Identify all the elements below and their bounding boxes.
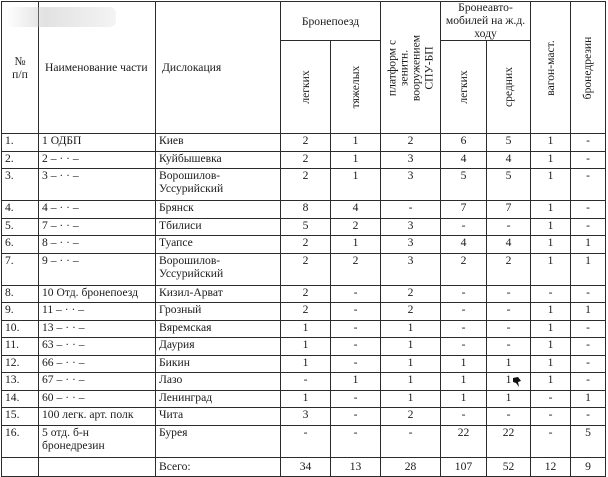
row-trolley: - — [571, 373, 606, 391]
row-heavy: 4 — [331, 201, 381, 219]
row-heavy: - — [331, 303, 381, 321]
row-light: 2 — [281, 169, 331, 201]
row-cars-light: - — [441, 338, 487, 356]
table-row — [2, 303, 606, 321]
row-light: 3 — [281, 408, 331, 426]
row-platforms: 1 — [381, 390, 441, 408]
row-light: 2 — [281, 134, 331, 152]
row-num: 13. — [2, 373, 39, 391]
row-num: 9. — [2, 303, 39, 321]
row-num: 12. — [2, 355, 39, 373]
row-heavy: - — [331, 425, 381, 457]
row-trolley: - — [571, 201, 606, 219]
total-empty — [2, 457, 39, 476]
row-num: 7. — [2, 253, 39, 285]
row-platforms: 3 — [381, 253, 441, 285]
row-light: 2 — [281, 236, 331, 254]
row-light: 1 — [281, 320, 331, 338]
row-trolley: - — [571, 320, 606, 338]
row-name: 8 – · · – — [39, 236, 156, 254]
header-name: Наименование части — [39, 2, 156, 134]
document-page — [1, 1, 607, 474]
row-location: Тбилиси — [156, 218, 281, 236]
row-heavy: - — [331, 285, 381, 303]
row-cars-medium: - — [487, 285, 531, 303]
total-platforms: 28 — [381, 457, 441, 476]
row-platforms: 2 — [381, 285, 441, 303]
row-cars-light: 1 — [441, 390, 487, 408]
row-cars-light: 22 — [441, 425, 487, 457]
row-location: Туапсе — [156, 236, 281, 254]
row-light: - — [281, 425, 331, 457]
header-armored-train: Бронепоезд — [281, 2, 381, 41]
row-trolley: 1 — [571, 390, 606, 408]
header-platforms: платформ с зенитн. вооружением СПУ-БП — [381, 2, 441, 134]
row-workshop: - — [531, 425, 571, 457]
row-cars-medium: 1 — [487, 355, 531, 373]
header-cars-light: легких — [441, 41, 487, 134]
header-trolley: бронедрезин — [571, 2, 606, 134]
row-location: Бикин — [156, 355, 281, 373]
row-cars-light: - — [441, 408, 487, 426]
row-cars-medium: 22 — [487, 425, 531, 457]
row-cars-medium: 1 — [487, 390, 531, 408]
row-workshop: - — [531, 390, 571, 408]
row-num: 8. — [2, 285, 39, 303]
row-location: Лазо — [156, 373, 281, 391]
table-row — [2, 253, 606, 285]
row-platforms: 1 — [381, 320, 441, 338]
row-cars-light: - — [441, 320, 487, 338]
row-cars-light: 1 — [441, 373, 487, 391]
row-platforms: - — [381, 201, 441, 219]
row-light: 2 — [281, 253, 331, 285]
row-heavy: 1 — [331, 134, 381, 152]
row-cars-medium: - — [487, 218, 531, 236]
row-cars-medium: 4 — [487, 236, 531, 254]
row-platforms: 3 — [381, 151, 441, 169]
row-trolley: - — [571, 218, 606, 236]
row-location: Брянск — [156, 201, 281, 219]
row-platforms: - — [381, 425, 441, 457]
row-name: 13 – · · – — [39, 320, 156, 338]
table-row — [2, 338, 606, 356]
row-trolley: - — [571, 134, 606, 152]
row-name: 10 Отд. бронепоезд — [39, 285, 156, 303]
row-heavy: 2 — [331, 218, 381, 236]
row-platforms: 3 — [381, 236, 441, 254]
row-cars-light: - — [441, 303, 487, 321]
table-row — [2, 390, 606, 408]
row-platforms: 2 — [381, 408, 441, 426]
row-heavy: 1 — [331, 151, 381, 169]
row-light: 8 — [281, 201, 331, 219]
total-row — [2, 457, 606, 476]
row-cars-light: - — [441, 285, 487, 303]
row-location: Ворошилов-Уссурийский — [156, 169, 281, 201]
row-trolley: - — [571, 151, 606, 169]
row-name: 7 – · · – — [39, 218, 156, 236]
row-workshop: 1 — [531, 218, 571, 236]
row-num: 1. — [2, 134, 39, 152]
row-workshop: 1 — [531, 373, 571, 391]
row-heavy: 1 — [331, 169, 381, 201]
table-row — [2, 425, 606, 457]
row-platforms: 3 — [381, 218, 441, 236]
row-light: 2 — [281, 303, 331, 321]
row-location: Куйбышевка — [156, 151, 281, 169]
ink-blot-mark — [512, 376, 522, 388]
row-light: 1 — [281, 390, 331, 408]
row-heavy: - — [331, 390, 381, 408]
row-platforms: 2 — [381, 303, 441, 321]
row-workshop: 1 — [531, 303, 571, 321]
armored-units-table — [1, 1, 606, 477]
row-cars-medium: - — [487, 303, 531, 321]
row-trolley: - — [571, 285, 606, 303]
row-workshop: 1 — [531, 338, 571, 356]
row-cars-medium: - — [487, 320, 531, 338]
row-cars-light: 2 — [441, 253, 487, 285]
row-cars-medium: 2 — [487, 253, 531, 285]
row-num: 11. — [2, 338, 39, 356]
header-num: № п/п — [2, 2, 39, 134]
row-workshop: 1 — [531, 236, 571, 254]
row-trolley: - — [571, 338, 606, 356]
row-heavy: - — [331, 338, 381, 356]
row-heavy: 1 — [331, 373, 381, 391]
row-location: Вяремская — [156, 320, 281, 338]
row-name: 2 – · · – — [39, 151, 156, 169]
header-rail-cars: Бронеавто-мобилей на ж.д. ходу — [441, 2, 531, 41]
row-trolley: 1 — [571, 236, 606, 254]
row-cars-light: 6 — [441, 134, 487, 152]
row-cars-medium: 5 — [487, 134, 531, 152]
header-heavy: тяжелых — [331, 41, 381, 134]
row-num: 5. — [2, 218, 39, 236]
total-cars-light: 107 — [441, 457, 487, 476]
table-row — [2, 236, 606, 254]
row-platforms: 1 — [381, 355, 441, 373]
row-num: 4. — [2, 201, 39, 219]
table-body — [2, 134, 606, 458]
row-location: Даурия — [156, 338, 281, 356]
row-trolley: - — [571, 169, 606, 201]
row-workshop: 1 — [531, 169, 571, 201]
row-light: 5 — [281, 218, 331, 236]
row-cars-medium: - — [487, 408, 531, 426]
header-location: Дислокация — [156, 2, 281, 134]
row-trolley: 1 — [571, 303, 606, 321]
row-name: 1 ОДБП — [39, 134, 156, 152]
row-name: 4 – · · – — [39, 201, 156, 219]
row-cars-light: 4 — [441, 236, 487, 254]
row-name: 63 – · · – — [39, 338, 156, 356]
row-cars-light: - — [441, 218, 487, 236]
row-location: Грозный — [156, 303, 281, 321]
header-light: легких — [281, 41, 331, 134]
row-name: 66 – · · – — [39, 355, 156, 373]
table-row — [2, 408, 606, 426]
row-name: 11 – · · – — [39, 303, 156, 321]
total-heavy: 13 — [331, 457, 381, 476]
table-row — [2, 134, 606, 152]
row-cars-medium: - — [487, 338, 531, 356]
row-workshop: 1 — [531, 355, 571, 373]
row-workshop: 1 — [531, 253, 571, 285]
row-platforms: 3 — [381, 169, 441, 201]
row-heavy: - — [331, 408, 381, 426]
row-cars-medium: 7 — [487, 201, 531, 219]
total-workshop: 12 — [531, 457, 571, 476]
total-trolley: 9 — [571, 457, 606, 476]
row-workshop: 1 — [531, 320, 571, 338]
row-cars-light: 1 — [441, 355, 487, 373]
row-light: 1 — [281, 338, 331, 356]
row-workshop: 1 — [531, 134, 571, 152]
row-cars-medium: 5 — [487, 169, 531, 201]
header-cars-medium: средних — [487, 41, 531, 134]
row-cars-light: 7 — [441, 201, 487, 219]
row-platforms: 2 — [381, 134, 441, 152]
row-heavy: 2 — [331, 253, 381, 285]
row-heavy: - — [331, 355, 381, 373]
row-num: 2. — [2, 151, 39, 169]
scan-smudge — [6, 7, 116, 27]
total-empty — [39, 457, 156, 476]
row-light: 1 — [281, 355, 331, 373]
table-row — [2, 151, 606, 169]
row-name: 67 – · · – — [39, 373, 156, 391]
row-name: 100 легк. арт. полк — [39, 408, 156, 426]
row-name: 60 – · · – — [39, 390, 156, 408]
row-location: Кизил-Арват — [156, 285, 281, 303]
table-row — [2, 285, 606, 303]
row-cars-medium: 1 — [487, 373, 531, 391]
row-light: 2 — [281, 285, 331, 303]
table-row — [2, 355, 606, 373]
row-location: Киев — [156, 134, 281, 152]
table-row — [2, 320, 606, 338]
row-num: 6. — [2, 236, 39, 254]
table-row — [2, 169, 606, 201]
row-num: 16. — [2, 425, 39, 457]
total-light: 34 — [281, 457, 331, 476]
header-workshop: вагон-маст. — [531, 2, 571, 134]
row-location: Бурея — [156, 425, 281, 457]
row-location: Ленинград — [156, 390, 281, 408]
row-trolley: 1 — [571, 253, 606, 285]
row-workshop: 1 — [531, 151, 571, 169]
row-num: 14. — [2, 390, 39, 408]
row-platforms: 1 — [381, 373, 441, 391]
row-cars-medium: 4 — [487, 151, 531, 169]
row-location: Ворошилов-Уссурийский — [156, 253, 281, 285]
row-light: 2 — [281, 151, 331, 169]
row-trolley: - — [571, 355, 606, 373]
row-location: Чита — [156, 408, 281, 426]
total-cars-medium: 52 — [487, 457, 531, 476]
row-trolley: - — [571, 408, 606, 426]
row-num: 15. — [2, 408, 39, 426]
row-workshop: 1 — [531, 201, 571, 219]
row-cars-light: 5 — [441, 169, 487, 201]
row-name: 5 отд. б-н бронедрезин — [39, 425, 156, 457]
row-workshop: - — [531, 408, 571, 426]
row-name: 9 – · · – — [39, 253, 156, 285]
table-row — [2, 218, 606, 236]
total-label: Всего: — [156, 457, 281, 476]
row-trolley: 5 — [571, 425, 606, 457]
row-heavy: 1 — [331, 236, 381, 254]
row-cars-light: 4 — [441, 151, 487, 169]
row-num: 3. — [2, 169, 39, 201]
row-heavy: - — [331, 320, 381, 338]
row-platforms: 1 — [381, 338, 441, 356]
row-num: 10. — [2, 320, 39, 338]
table-row — [2, 201, 606, 219]
row-light: - — [281, 373, 331, 391]
row-workshop: - — [531, 285, 571, 303]
row-name: 3 – · · – — [39, 169, 156, 201]
